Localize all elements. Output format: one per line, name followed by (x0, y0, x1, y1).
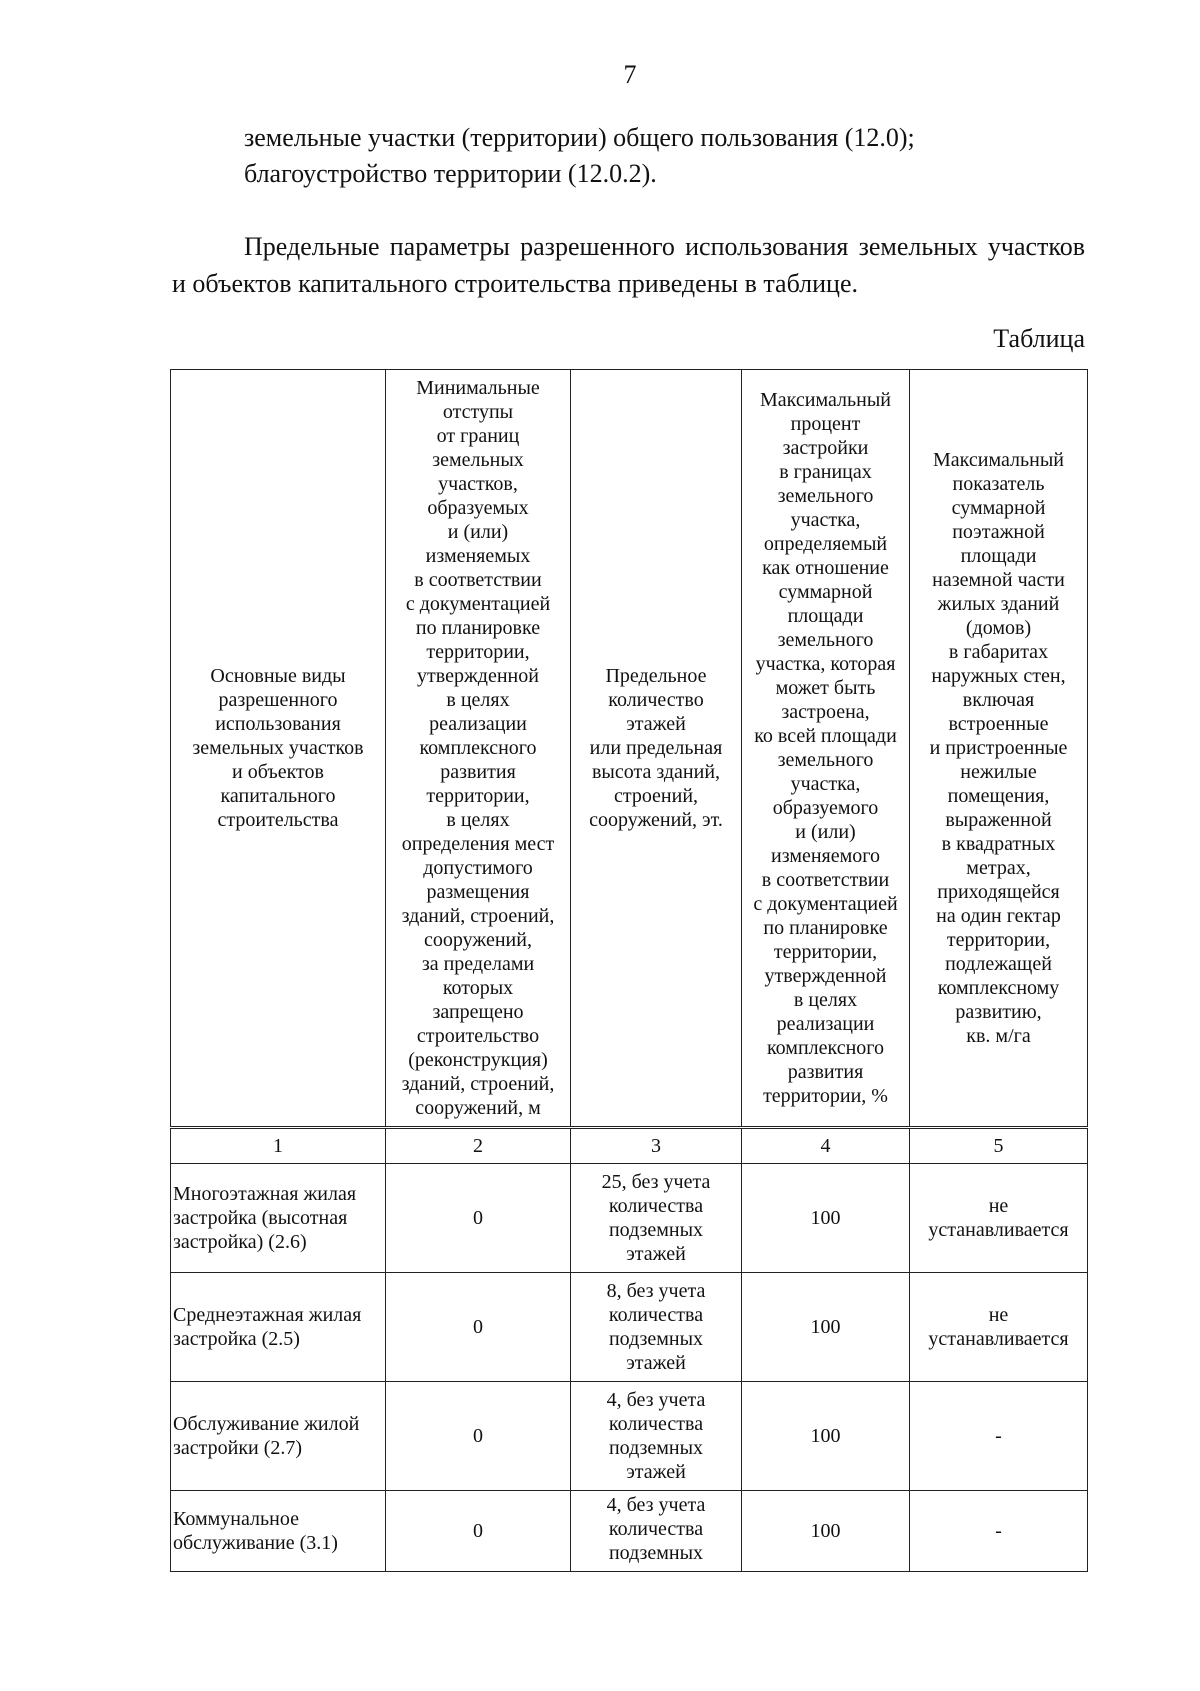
table-row (171, 1164, 1088, 1273)
header-cell-area: Максимальный показатель суммарной поэтажной площади наземной части жилых зданий (домов) в габаритах наружных стен, включая встроенные и пристроенные нежилые помещения, выраженной в квадратных метрах, приходящейся на один гектар территории, подлежащей комплексному развитию, кв. м/га (910, 370, 1088, 1128)
cell-setback: 0 (386, 1164, 571, 1273)
body-paragraph: Предельные параметры разрешенного использования земельных участков и объектов капитального строительства приведены в таблице. (172, 232, 1085, 298)
table-row (171, 1491, 1088, 1572)
table-row (171, 1273, 1088, 1382)
cell-coverage: 100 (742, 1491, 910, 1572)
header-cell-use: Основные виды разрешенного использования земельных участков и объектов капитального строительства (171, 370, 386, 1128)
cell-floors: 4, без учета количества подземных (571, 1491, 742, 1572)
cell-use: Обслуживание жилой застройки (2.7) (171, 1382, 386, 1491)
cell-coverage: 100 (742, 1164, 910, 1273)
table-header-row (171, 370, 1088, 1128)
column-number: 5 (910, 1128, 1088, 1164)
header-cell-setback: Минимальные отступы от границ земельных участков, образуемых и (или) изменяемых в соответствии с документацией по планировке территории, утвержденной в целях реализации комплексного развития территории, в целях определения мест допустимого размещения зданий, строений, сооружений, за пределами которых запрещено строительство (реконструкция) зданий, строений, сооружений, м (386, 370, 571, 1128)
table-row (171, 1382, 1088, 1491)
cell-floors: 8, без учета количества подземных этажей (571, 1273, 742, 1382)
header-cell-coverage: Максимальный процент застройки в границах земельного участка, определяемый как отношение суммарной площади земельного участка, которая может быть застроена, ко всей площади земельного участка, образуемого и (или) изменяемого в соответствии с документацией по планировке территории, утвержденной в целях реализации комплексного развития территории, % (742, 370, 910, 1128)
cell-coverage: 100 (742, 1382, 910, 1491)
cell-area: не устанавливается (910, 1164, 1088, 1273)
intro-line: благоустройство территории (12.0.2). (244, 159, 657, 188)
column-number: 4 (742, 1128, 910, 1164)
parameters-table (170, 369, 1088, 1572)
cell-floors: 4, без учета количества подземных этажей (571, 1382, 742, 1491)
page-number: 7 (623, 60, 637, 89)
column-number: 2 (386, 1128, 571, 1164)
table-caption: Таблица (993, 324, 1085, 353)
column-number: 3 (571, 1128, 742, 1164)
cell-use: Коммунальное обслуживание (3.1) (171, 1491, 386, 1572)
cell-setback: 0 (386, 1273, 571, 1382)
cell-setback: 0 (386, 1382, 571, 1491)
cell-area: не устанавливается (910, 1273, 1088, 1382)
column-number-row (171, 1128, 1088, 1164)
cell-setback: 0 (386, 1491, 571, 1572)
cell-floors: 25, без учета количества подземных этажей (571, 1164, 742, 1273)
header-cell-floors: Предельное количество этажей или предельная высота зданий, строений, сооружений, эт. (571, 370, 742, 1128)
intro-line: земельные участки (территории) общего пользования (12.0); (244, 123, 915, 152)
cell-coverage: 100 (742, 1273, 910, 1382)
column-number: 1 (171, 1128, 386, 1164)
cell-use: Среднеэтажная жилая застройка (2.5) (171, 1273, 386, 1382)
intro-text (244, 120, 915, 192)
cell-area: - (910, 1382, 1088, 1491)
cell-area: - (910, 1491, 1088, 1572)
cell-use: Многоэтажная жилая застройка (высотная застройка) (2.6) (171, 1164, 386, 1273)
